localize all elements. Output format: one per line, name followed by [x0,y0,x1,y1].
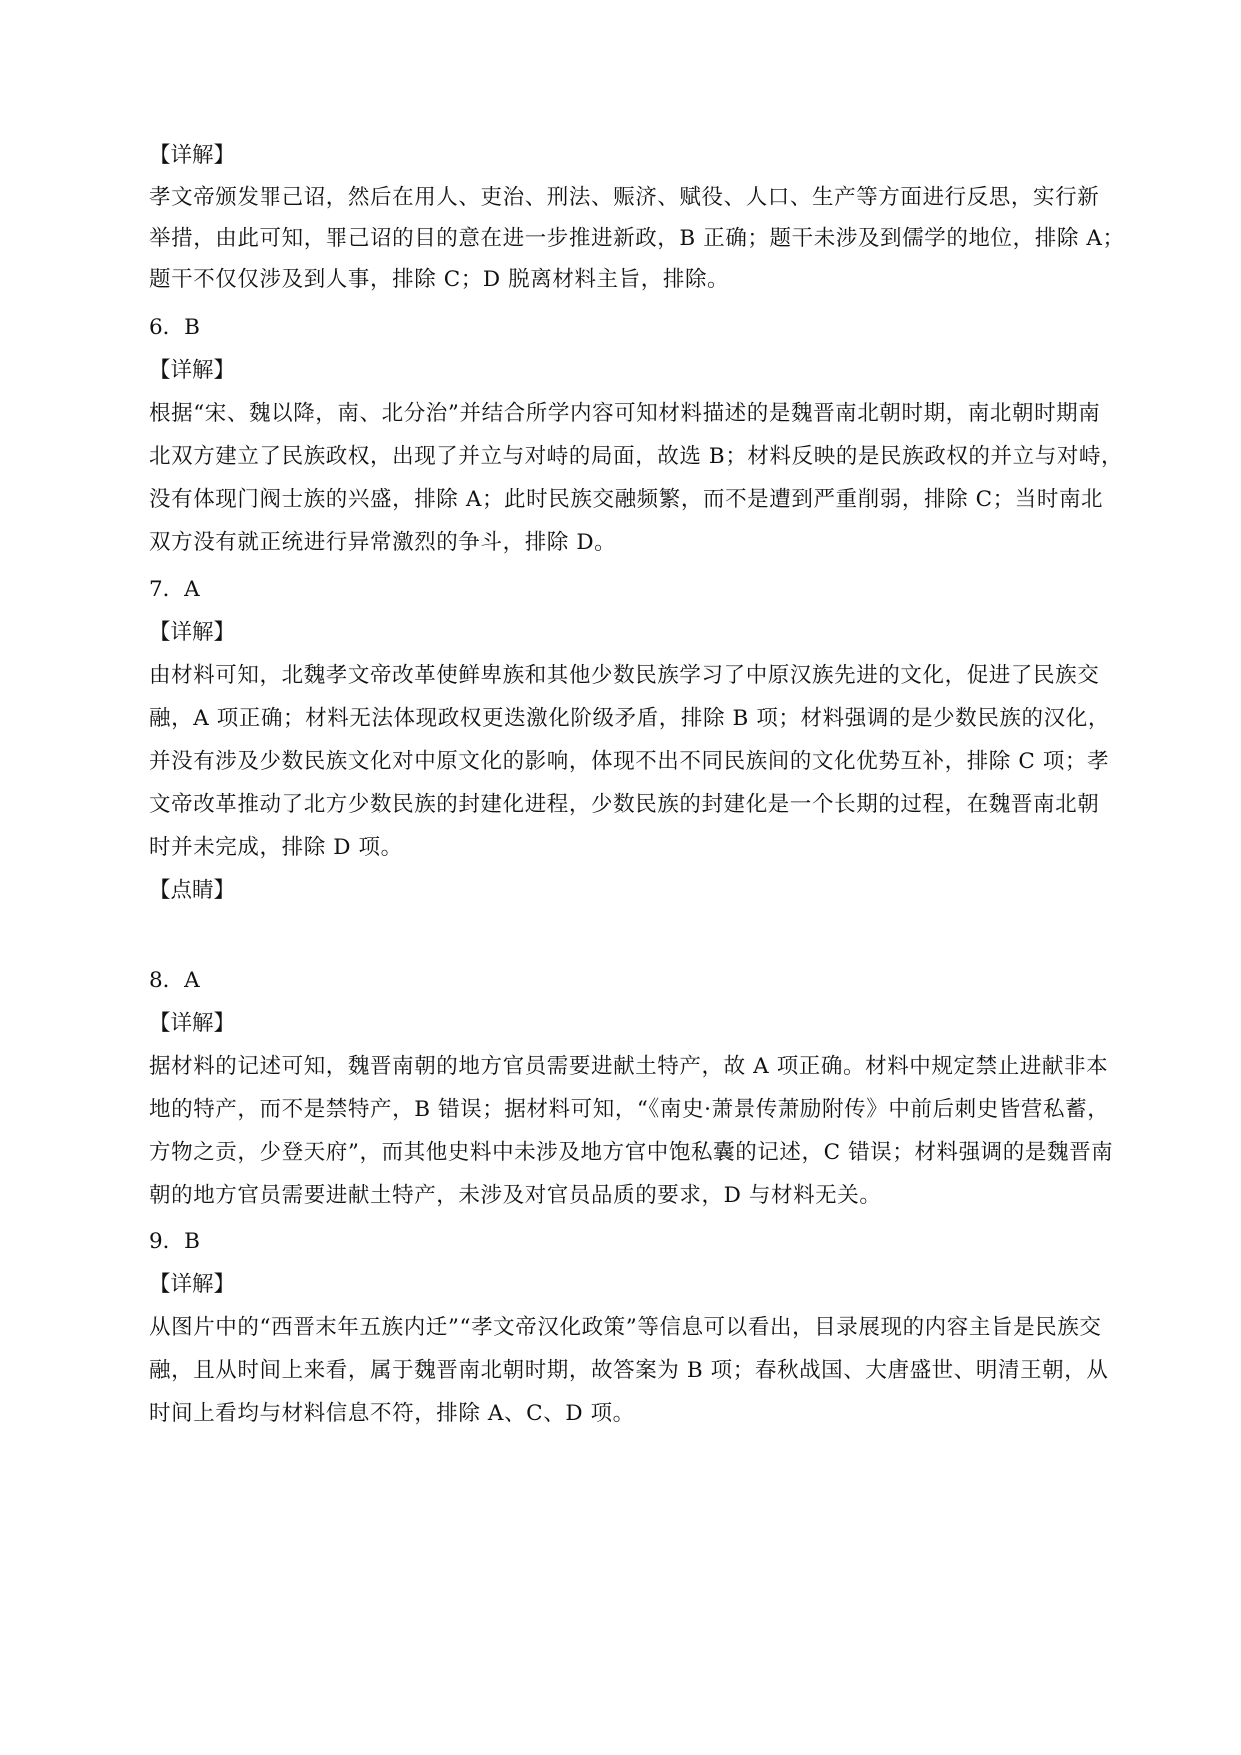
paragraph-line: 没有体现门阀士族的兴盛，排除 A；此时民族交融频繁，而不是遭到严重削弱，排除 C；当时南北 [149,487,1104,512]
section-heading: 【详解】 [149,620,236,645]
paragraph-line: 孝文帝颁发罪己诏，然后在用人、吏治、刑法、赈济、赋役、人口、生产等方面进行反思，实行新 [149,185,1100,210]
paragraph-line: 并没有涉及少数民族文化对中原文化的影响，体现不出不同民族间的文化优势互补，排除 C 项；孝 [149,749,1110,774]
paragraph-line: 融，A 项正确；材料无法体现政权更迭激化阶级矛盾，排除 B 项；材料强调的是少数民族的汉化， [149,706,1110,731]
note-heading: 【点睛】 [149,878,236,903]
question-number: 6．B [149,315,200,340]
section-8 [149,962,1114,1215]
paragraph-line: 据材料的记述可知，魏晋南朝的地方官员需要进献土特产，故 A 项正确。材料中规定禁止进献非本 [149,1054,1109,1079]
paragraph-line: 双方没有就正统进行异常激烈的争斗，排除 D。 [149,530,617,555]
section-heading: 【详解】 [149,143,236,168]
section-heading: 【详解】 [149,358,236,383]
question-number: 8．A [149,968,200,993]
paragraph-line: 根据“宋、魏以降，南、北分治”并结合所学内容可知材料描述的是魏晋南北朝时期，南北朝时期南 [149,401,1101,426]
section-heading: 【详解】 [149,1011,236,1036]
paragraph-line: 举措，由此可知，罪己诏的目的意在进一步推进新政，B 正确；题干未涉及到儒学的地位，排除 A； [149,226,1125,251]
paragraph-line: 地的特产，而不是禁特产，B 错误；据材料可知，“《南史·萧景传萧励附传》中前后刺史皆营私蓄， [149,1097,1110,1122]
paragraph-line: 题干不仅仅涉及到人事，排除 C；D 脱离材料主旨，排除。 [149,267,730,292]
paragraph-line: 由材料可知，北魏孝文帝改革使鲜卑族和其他少数民族学习了中原汉族先进的文化，促进了民族交 [149,663,1100,688]
section-7 [149,571,1109,910]
paragraph-line: 时间上看均与材料信息不符，排除 A、C、D 项。 [149,1401,635,1426]
paragraph-line: 从图片中的“西晋末年五族内迁”“孝文帝汉化政策”等信息可以看出，目录展现的内容主旨是民族交 [149,1315,1102,1340]
paragraph-line: 时并未完成，排除 D 项。 [149,835,403,860]
paragraph-line: 朝的地方官员需要进献土特产，未涉及对官员品质的要求，D 与材料无关。 [149,1183,882,1208]
paragraph-line: 文帝改革推动了北方少数民族的封建化进程，少数民族的封建化是一个长期的过程，在魏晋南北朝 [149,792,1100,817]
section-6 [149,309,1124,562]
question-number: 7．A [149,577,200,602]
section-heading: 【详解】 [149,1272,236,1297]
section-9 [149,1223,1109,1433]
paragraph-line: 融，且从时间上来看，属于魏晋南北朝时期，故答案为 B 项；春秋战国、大唐盛世、明清王朝，从 [149,1358,1109,1383]
paragraph-line: 北双方建立了民族政权，出现了并立与对峙的局面，故选 B；材料反映的是民族政权的并立与对峙， [149,444,1124,469]
paragraph-line: 方物之贡，少登天府”，而其他史料中未涉及地方官中饱私囊的记述，C 错误；材料强调的是魏晋南 [149,1140,1114,1165]
section-5-tail [149,137,1125,299]
question-number: 9．B [149,1229,200,1254]
